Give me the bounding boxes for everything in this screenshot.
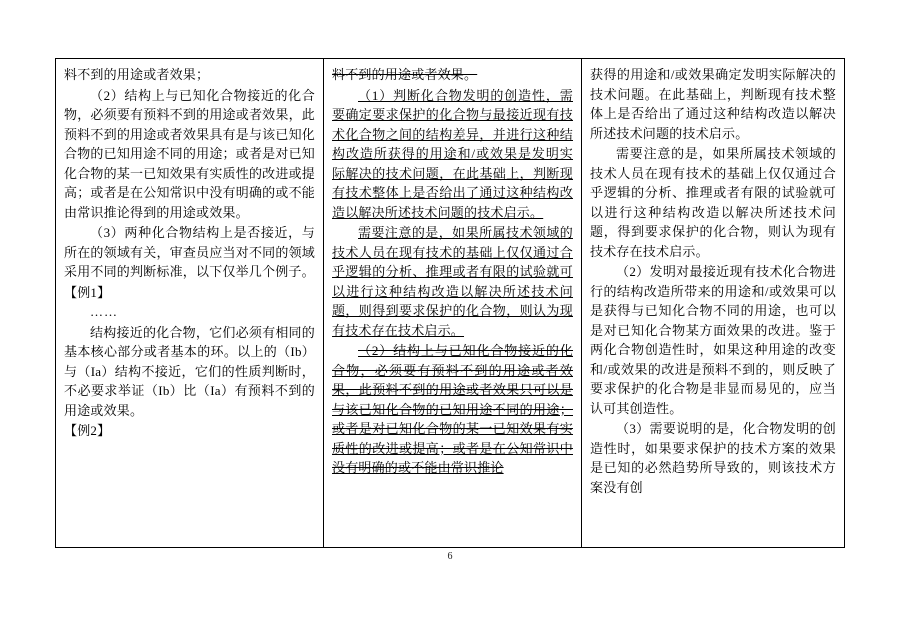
paragraph: 需要注意的是，如果所属技术领域的技术人员在现有技术的基础上仅仅通过合乎逻辑的分析、推理或者有限的试验就可以进行这种结构改造以解决所述技术问题，得到要求保护的化合物，则认为现有技术存在技术启示。 <box>590 146 836 259</box>
example-label: 【例2】 <box>64 423 111 438</box>
ellipsis: …… <box>90 304 118 319</box>
paragraph: （2）发明对最接近现有技术化合物进行的结构改造所带来的用途和/或效果可以是获得与已知化合物不同的用途，也可以是对已知化合物某方面效果的改进。鉴于两化合物创造性时，如果这种用途的改变和/或效果的改进是预料不到的，则反映了要求保护的化合物是非显而易见的，应当认可其创造性。 <box>590 264 836 416</box>
paragraph-struck: 料不到的用途或者效果。 <box>332 67 478 82</box>
paragraph: （3）需要说明的是，化合物发明的创造性时，如果要求保护的技术方案的效果是已知的必然趋势所导致的，则该技术方案没有创 <box>590 421 836 495</box>
middle-column-cell <box>324 59 582 547</box>
paragraph: 获得的用途和/或效果确定发明实际解决的技术问题。在此基础上，判断现有技术整体上是否给出了通过这种结构改造以解决所述技术问题的技术启示。 <box>590 67 836 141</box>
paragraph: 料不到的用途或者效果； <box>64 67 210 82</box>
paragraph-underlined: （1）判断化合物发明的创造性，需要确定要求保护的化合物与最接近现有技术化合物之间的结构差异，并进行这种结构改造所获得的用途和/或效果是发明实际解决的技术问题，在此基础上，判断现有技术整体上是否给出了通过这种结构改造以解决所述技术问题的技术启示。 <box>332 87 573 220</box>
three-column-table <box>55 58 845 548</box>
paragraph: （2）结构上与已知化合物接近的化合物，必须要有预料不到的用途或者效果，此预料不到的用途或者效果具有是与该已知化合物的已知用途不同的用途；或者是对已知化合物的某一已知效果有实质性的改进或提高；或者是在公知常识中没有明确的或不能由常识推论得到的用途或效果。 <box>64 87 315 220</box>
paragraph: 结构接近的化合物，它们必须有相同的基本核心部分或者基本的环。以上的（Ib）与（Ia）结构不接近，它们的性质判断时，不必要求举证（Ib）比（Ia）有预料不到的用途或效果。 <box>64 324 315 418</box>
right-column-cell <box>582 59 844 547</box>
page-number: 6 <box>447 551 453 562</box>
paragraph: （3）两种化合物结构上是否接近，与所在的领域有关，审查员应当对不同的领域采用不同的判断标准，以下仅举几个例子。 <box>64 225 315 279</box>
paragraph-underlined: 需要注意的是，如果所属技术领域的技术人员在现有技术的基础上仅仅通过合乎逻辑的分析、推理或者有限的试验就可以进行这种结构改造以解决所述技术问题，则得到要求保护的化合物，则认为现有技术存在技术启示。 <box>332 225 573 338</box>
left-column-cell <box>56 59 324 547</box>
example-label: 【例1】 <box>64 284 111 300</box>
paragraph-underlined-struck: （2）结构上与已知化合物接近的化合物，必须要有预料不到的用途或者效果，此预料不到的用途或者效果只可以是与该已知化合物的已知用途不同的用途；或者是对已知化合物的某一已知效果有实质性的改进或提高；或者是在公知常识中没有明确的或不能由常识推论 <box>332 343 573 475</box>
